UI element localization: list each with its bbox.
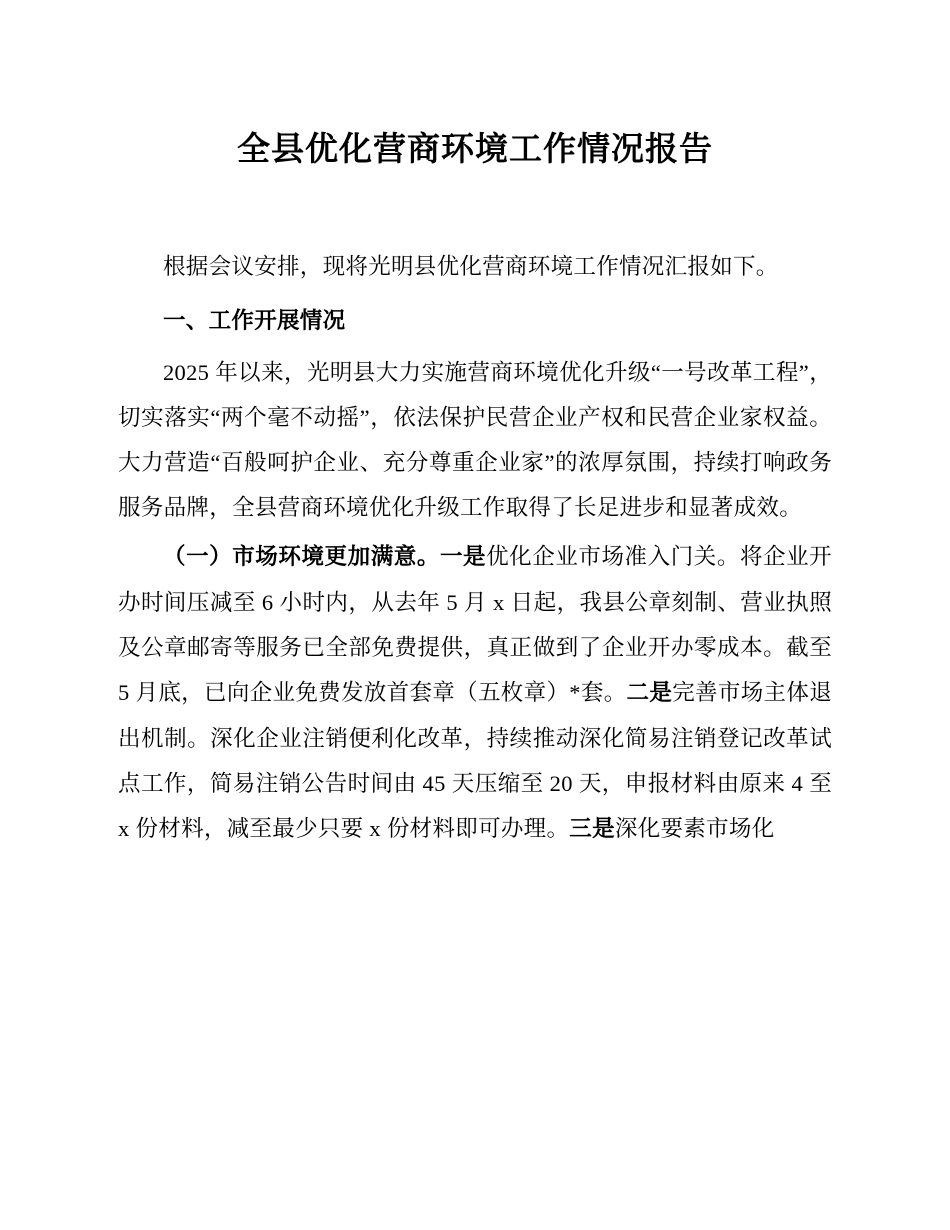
item-two-text: 完善市场主体退出机制。深化企业注销便利化改革，持续推动深化简易注销登记改革试点工作，简易注销公告时间由 45 天压缩至 20 天，申报材料由原来 4 至 x 份材料，减至最少只要 x 份材料即可办理。 (118, 680, 833, 842)
item-two-label: 二是 (626, 680, 673, 707)
page-title: 全县优化营商环境工作情况报告 (237, 129, 713, 168)
paragraph-intro: 根据会议安排，现将光明县优化营商环境工作情况汇报如下。 (163, 254, 779, 280)
paragraph-overview: 2025 年以来，光明县大力实施营商环境优化升级“一号改革工程”，切实落实“两个毫不动摇”，依法保护民营企业产权和民营企业家权益。大力营造“百般呵护企业、充分尊重企业家”的浓厚氛围，持续打响政务服务品牌，全县营商环境优化升级工作取得了长足进步和显著成效。 (118, 360, 832, 521)
item-three-label: 三是 (569, 816, 615, 843)
section-heading-one: 一、工作开展情况 (163, 308, 346, 335)
item-one-text: 优化企业市场准入门关。将企业开办时间压减至 6 小时内，从去年 5 月 x 日起，我县公章刻制、营业执照及公章邮寄等服务已全部免费提供，真正做到了企业开办零成本。截至 5 月底，已向企业免费发放首套章（五枚章）*套。 (118, 544, 832, 706)
item-one-label: 一是 (439, 544, 487, 571)
document-body (118, 244, 832, 852)
subsection-lead-label: （一）市场环境更加满意。 (163, 544, 440, 571)
paragraph-subsection-one (118, 534, 832, 852)
item-three-text: 深化要素市场化 (614, 816, 775, 842)
